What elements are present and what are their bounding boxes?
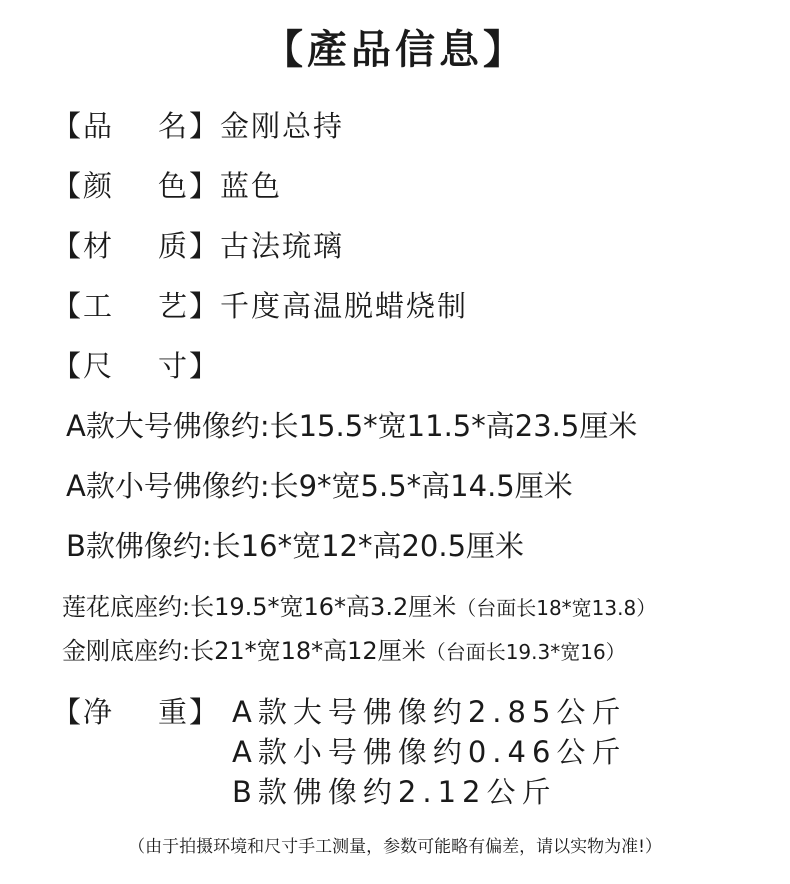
size-a-small: A款小号佛像约:长9*宽5.5*高14.5厘米 bbox=[66, 469, 573, 503]
info-row-color bbox=[52, 166, 282, 206]
info-row-size bbox=[52, 346, 220, 386]
page-title: 【產品信息】 bbox=[263, 26, 527, 73]
label-color-close: 色】 bbox=[158, 169, 221, 203]
label-weight-open: 【净 bbox=[52, 695, 115, 729]
label-name-open: 【品 bbox=[52, 109, 115, 143]
base-lotus-text: 莲花底座约:长19.5*宽16*高3.2厘米 bbox=[62, 593, 457, 621]
label-material-open: 【材 bbox=[52, 229, 115, 263]
size-a-large: A款大号佛像约:长15.5*宽11.5*高23.5厘米 bbox=[66, 409, 638, 443]
footnote: （由于拍摄环境和尺寸手工测量，参数可能略有偏差，请以实物为准!） bbox=[128, 837, 662, 857]
info-row-name bbox=[52, 106, 344, 146]
base-lotus bbox=[62, 590, 656, 625]
label-name-close: 名】 bbox=[158, 109, 221, 143]
base-vajra bbox=[62, 634, 626, 669]
label-weight-close: 重】 bbox=[158, 695, 221, 729]
base-vajra-note: （台面长19.3*宽16） bbox=[425, 640, 626, 664]
size-b: B款佛像约:长16*宽12*高20.5厘米 bbox=[66, 529, 525, 563]
label-craft-open: 【工 bbox=[52, 289, 115, 323]
label-material-close: 质】 bbox=[158, 229, 221, 263]
weight-a-small: A款小号佛像约0.46公斤 bbox=[232, 735, 627, 769]
value-name: 金刚总持 bbox=[220, 109, 345, 143]
info-row-craft bbox=[52, 286, 468, 326]
base-vajra-text: 金刚底座约:长21*宽18*高12厘米 bbox=[62, 637, 426, 665]
info-row-material bbox=[52, 226, 344, 266]
weight-a-large: A款大号佛像约2.85公斤 bbox=[232, 695, 627, 729]
label-size-close: 寸】 bbox=[158, 349, 221, 383]
label-size-open: 【尺 bbox=[52, 349, 115, 383]
label-color-open: 【颜 bbox=[52, 169, 115, 203]
info-row-weight bbox=[52, 692, 220, 732]
base-lotus-note: （台面长18*宽13.8） bbox=[456, 596, 657, 620]
value-craft: 千度高温脱蜡烧制 bbox=[220, 289, 469, 323]
weight-b: B款佛像约2.12公斤 bbox=[232, 775, 557, 809]
value-color: 蓝色 bbox=[220, 169, 283, 203]
value-material: 古法琉璃 bbox=[220, 229, 345, 263]
label-craft-close: 艺】 bbox=[158, 289, 221, 323]
